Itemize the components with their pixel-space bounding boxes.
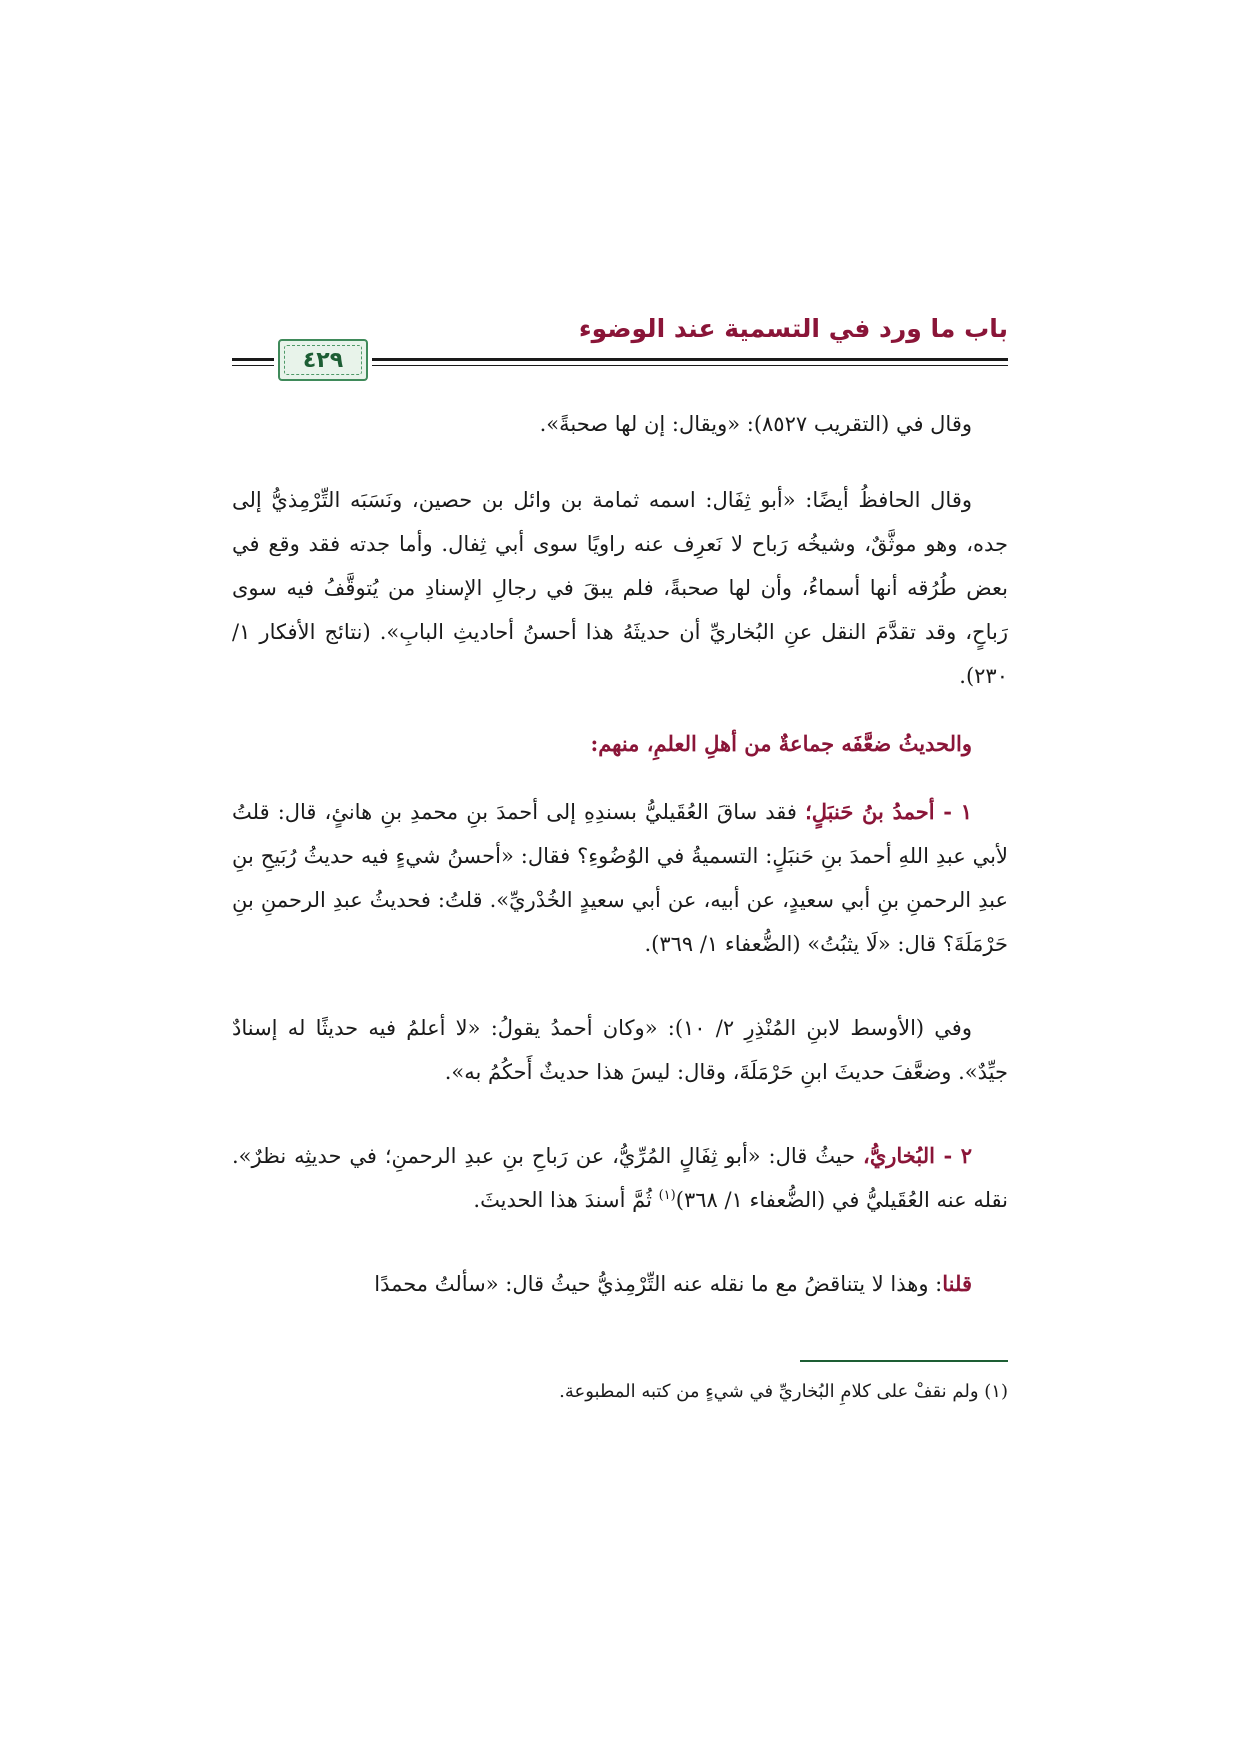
footnote-divider (800, 1360, 1008, 1362)
chapter-title: باب ما ورد في التسمية عند الوضوء (578, 314, 1008, 343)
bukhari-text-end: ثُمَّ أسندَ هذا الحديثَ. (473, 1188, 659, 1212)
header-rule (372, 358, 1008, 361)
ahmad-text: فقد ساقَ العُقَيليُّ بسندِهِ إلى أحمدَ بنِ محمدِ بنِ هانئٍ، قال: قلتُ لأبي عبدِ اللهِ أحمدَ بنِ حَنبَلٍ: التسميةُ في الوُضُوءِ؟ فقال: «أحسنُ شيءٍ فيه حديثُ رُبَيحِ بنِ عبدِ الرحمنِ بنِ أبي سعيدٍ، عن أبيه، عن أبي سعيدٍ الخُدْريِّ». قلتُ: فحديثُ عبدِ الرحمنِ بنِ حَرْمَلَةَ؟ قال: «لَا يثبُتُ» (الضُّعفاء ١/ ٣٦٩). (232, 800, 1008, 956)
paragraph-hafiz: وقال الحافظُ أيضًا: «أبو ثِفَال: اسمه ثمامة بن وائل بن حصين، ونَسَبَه التِّرْمِذيُّ إلى جده، وهو موثَّقٌ، وشيخُه رَباح لا نَعرِف عنه راويًا سوى أبي ثِفال. وأما جدته فقد وقع في بعض طُرُقه أنها أسماءُ، وأن لها صحبةً، فلم يبقَ في رجالِ الإسنادِ من يُتوقَّفُ فيه سوى رَباحٍ، وقد تقدَّمَ النقل عنِ البُخاريِّ أن حديثَهُ هذا أحسنُ أحاديثِ البابِ». (نتائج الأفكار ١/ ٢٣٠). (232, 488, 1008, 688)
section-heading: والحديثُ ضعَّفَه جماعةٌ من أهلِ العلمِ، منهم: (590, 731, 972, 756)
footnote: (١) ولم نقفْ على كلامِ البُخاريِّ في شيءٍ من كتبه المطبوعة. (559, 1381, 1008, 1402)
header-rule-left-thin (232, 365, 274, 366)
ahmad-label: ١ - أحمدُ بنُ حَنبَلٍ؛ (805, 799, 972, 824)
paragraph-awsat: وفي (الأوسط لابنِ المُنْذِرِ ٢/ ١٠): «وكان أحمدُ يقولُ: «لا أعلمُ فيه حديثًا له إسنادٌ جيِّدٌ». وضعَّفَ حديثَ ابنِ حَرْمَلَةَ، وقال: ليسَ هذا حديثٌ أَحكُمُ به». (232, 1016, 1008, 1084)
bukhari-text: حيثُ قال: «أبو ثِفَالٍ المُرِّيُّ، عن رَباحِ بنِ عبدِ الرحمنِ؛ في حديثِه نظرٌ». نقله عنه العُقَيليُّ في (الضُّعفاء ١/ ٣٦٨) (232, 1144, 1008, 1212)
page-number-badge (278, 339, 368, 381)
qulna-label: قلنا (942, 1271, 972, 1296)
bukhari-label: ٢ - البُخاريُّ، (863, 1143, 972, 1168)
header-rule-thin (372, 365, 1008, 366)
paragraph-bukhari (232, 1134, 1008, 1222)
paragraph-taqrib: وقال في (التقريب ٨٥٢٧): «ويقال: إن لها صحبةً». (539, 412, 972, 436)
paragraph-qulna (232, 1262, 1008, 1306)
header-rule-left (232, 358, 274, 361)
qulna-text: : وهذا لا يتناقضُ مع ما نقله عنه التِّرْمِذيُّ حيثُ قال: «سألتُ محمدًا (374, 1272, 943, 1296)
page-number: ٤٢٩ (302, 347, 344, 373)
footnote-ref[interactable]: (١) (658, 1188, 676, 1203)
paragraph-ahmad (232, 790, 1008, 966)
